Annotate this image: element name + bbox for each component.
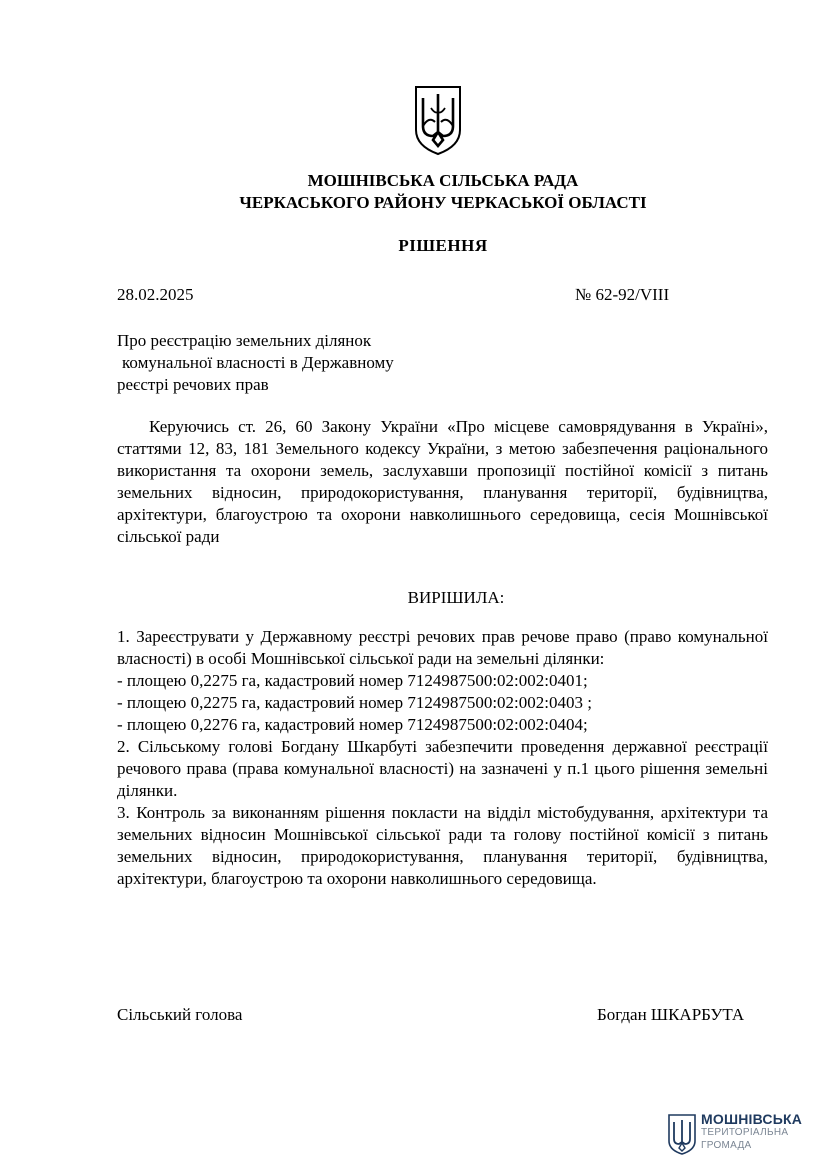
logo-text xyxy=(701,1113,802,1152)
trident-logo-icon xyxy=(667,1113,697,1155)
logo-main-text: МОШНІВСЬКА xyxy=(701,1111,803,1127)
subject-line: Про реєстрацію земельних ділянок xyxy=(117,331,372,350)
resolved-heading: ВИРІШИЛА: xyxy=(407,588,505,607)
signatory-name: Богдан ШКАРБУТА xyxy=(597,1005,745,1024)
logo-sub-text: ТЕРИТОРІАЛЬНА xyxy=(701,1127,789,1138)
document-type-title: РІШЕННЯ xyxy=(398,236,488,255)
plot-list-item: - площею 0,2275 га, кадастровий номер 7124987500:02:002:0401; xyxy=(117,671,588,690)
community-logo xyxy=(667,1113,802,1155)
council-name-line1: МОШНІВСЬКА СІЛЬСЬКА РАДА xyxy=(307,171,579,190)
signatory-title: Сільський голова xyxy=(117,1005,243,1024)
item-3-paragraph: 3. Контроль за виконанням рішення покласти на відділ містобудування, архітектури та земельних відносин Мошнівської сільської ради та голову постійної комісії з питань земельних відносин, природокористування, планування території, будівництва, архітектури, благоустрою та охорони навколишнього середовища. xyxy=(117,803,768,888)
item-1-paragraph: 1. Зареєструвати у Державному реєстрі речових прав речове право (право комунальної власності) в особі Мошнівської сільської ради на земельні ділянки: xyxy=(117,627,768,668)
decision-subject xyxy=(117,330,394,396)
subject-line: реєстрі речових прав xyxy=(117,375,269,394)
decision-number: № 62-92/VIII xyxy=(575,285,670,304)
item-2-paragraph: 2. Сільському голові Богдану Шкарбуті забезпечити проведення державної реєстрації речового права (права комунальної власності) на зазначені у п.1 цього рішення земельні ділянки. xyxy=(117,737,768,800)
decision-date: 28.02.2025 xyxy=(117,285,194,304)
preamble-paragraph: Керуючись ст. 26, 60 Закону України «Про місцеве самоврядування в Україні», статтями 12, 83, 181 Земельного кодексу України, з метою забезпечення раціонального використання та охорони земель, заслухавши пропозиції постійної комісії з питань земельних відносин, природокористування, планування території, будівництва, архітектури, благоустрою та охорони навколишнього середовища, сесія Мошнівської сільської ради xyxy=(117,417,768,546)
council-name-line2: ЧЕРКАСЬКОГО РАЙОНУ ЧЕРКАСЬКОЇ ОБЛАСТІ xyxy=(239,193,647,212)
subject-line: комунальної власності в Державному xyxy=(122,353,394,372)
decision-items xyxy=(117,626,768,890)
trident-coat-of-arms-icon xyxy=(413,84,463,156)
logo-sub-text: ГРОМАДА xyxy=(701,1140,752,1151)
plot-list-item: - площею 0,2276 га, кадастровий номер 7124987500:02:002:0404; xyxy=(117,715,588,734)
plot-list-item: - площею 0,2275 га, кадастровий номер 7124987500:02:002:0403 ; xyxy=(117,693,592,712)
